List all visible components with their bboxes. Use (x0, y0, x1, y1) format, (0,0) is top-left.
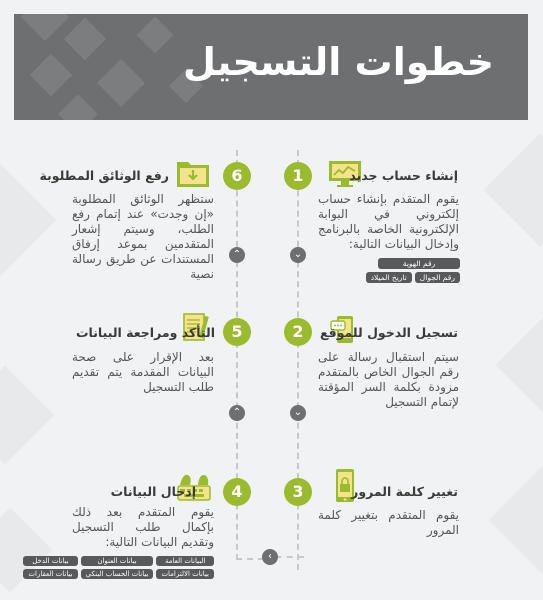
pattern-tile (137, 17, 174, 54)
background-shape (483, 133, 543, 246)
step-6-title: رفع الوثائق المطلوبة (39, 168, 169, 183)
chip-address-data: بيانات العنوان (81, 556, 154, 566)
step-3-description: يقوم المتقدم بتغيير كلمة المرور (318, 508, 459, 537)
pattern-tile (58, 94, 98, 120)
timeline-bottom-connector (236, 558, 264, 560)
folder-upload-icon (176, 158, 210, 186)
background-shape (0, 508, 52, 593)
step-2-number: 2 (284, 318, 312, 346)
step-4-number: 4 (223, 478, 251, 506)
chevron-down-icon: ⌄ (290, 247, 306, 263)
step-4-description: يقوم المتقدم بعد ذلك بإكمال طلب التسجيل وتقديم البيانات التالية: (72, 505, 214, 549)
pattern-tile (97, 59, 145, 107)
step-3-number: 3 (284, 478, 312, 506)
step-1-description: يقوم المتقدم بإنشاء حساب إلكتروني في البوابة الإلكترونية الخاصة بالبرنامج وإدخال البيانات التالية: (318, 192, 459, 251)
step-4-chips (28, 556, 214, 579)
step-1-chips (350, 258, 460, 283)
chevron-down-icon: ⌄ (290, 405, 306, 421)
background-shape (488, 463, 543, 576)
step-1-title: إنشاء حساب جديد (349, 168, 458, 183)
chip-income-data: بيانات الدخل (23, 556, 77, 566)
chip-national-id: رقم الهوية (378, 258, 460, 269)
step-3-title: تغيير كلمة المرور (351, 484, 458, 499)
step-4-title: إدخال البيانات (110, 484, 196, 499)
chip-birth-date: تاريخ الميلاد (366, 272, 412, 283)
chip-obligations-data: بيانات الالتزامات (156, 569, 214, 579)
pattern-tile (21, 14, 69, 41)
chip-real-estate-data: بيانات العقارات (23, 569, 77, 579)
chip-mobile-number: رقم الجوال (415, 272, 460, 283)
step-1-number: 1 (284, 162, 312, 190)
step-5-title: التأكد ومراجعة البيانات (75, 325, 215, 340)
step-2-description: سيتم استقبال رسالة على رقم الجوال الخاص بالمتقدم مزودة بكلمة السر المؤقتة لإتمام التسجيل (318, 350, 459, 409)
chevron-up-icon: ⌃ (229, 247, 245, 263)
step-2-title: تسجيل الدخول للموقع (319, 325, 458, 340)
pattern-tile (64, 18, 106, 60)
chevron-left-icon: ‹ (262, 549, 278, 565)
pattern-tile (30, 54, 72, 96)
chip-bank-account-data: بيانات الحساب البنكي (81, 569, 154, 579)
step-6-number: 6 (223, 162, 251, 190)
step-6-description: ستظهر الوثائق المطلوبة «إن وجدت» عند إتمام رفع الطلب، وسيتم إشعار المتقدمين بموعد إرفاق المستندات عن طريق رسالة نصية (72, 192, 214, 281)
chip-general-data: البيانات العامة (156, 556, 214, 566)
background-shape (0, 366, 54, 465)
step-5-description: بعد الإقرار على صحة البيانات المقدمة يتم تقديم طلب التسجيل (72, 350, 214, 394)
step-5-number: 5 (223, 318, 251, 346)
background-shape (496, 316, 543, 415)
page-title: خطوات التسجيل (183, 40, 494, 84)
timeline-line-right (297, 150, 299, 570)
chevron-up-icon: ⌃ (229, 405, 245, 421)
header-banner (14, 14, 528, 120)
